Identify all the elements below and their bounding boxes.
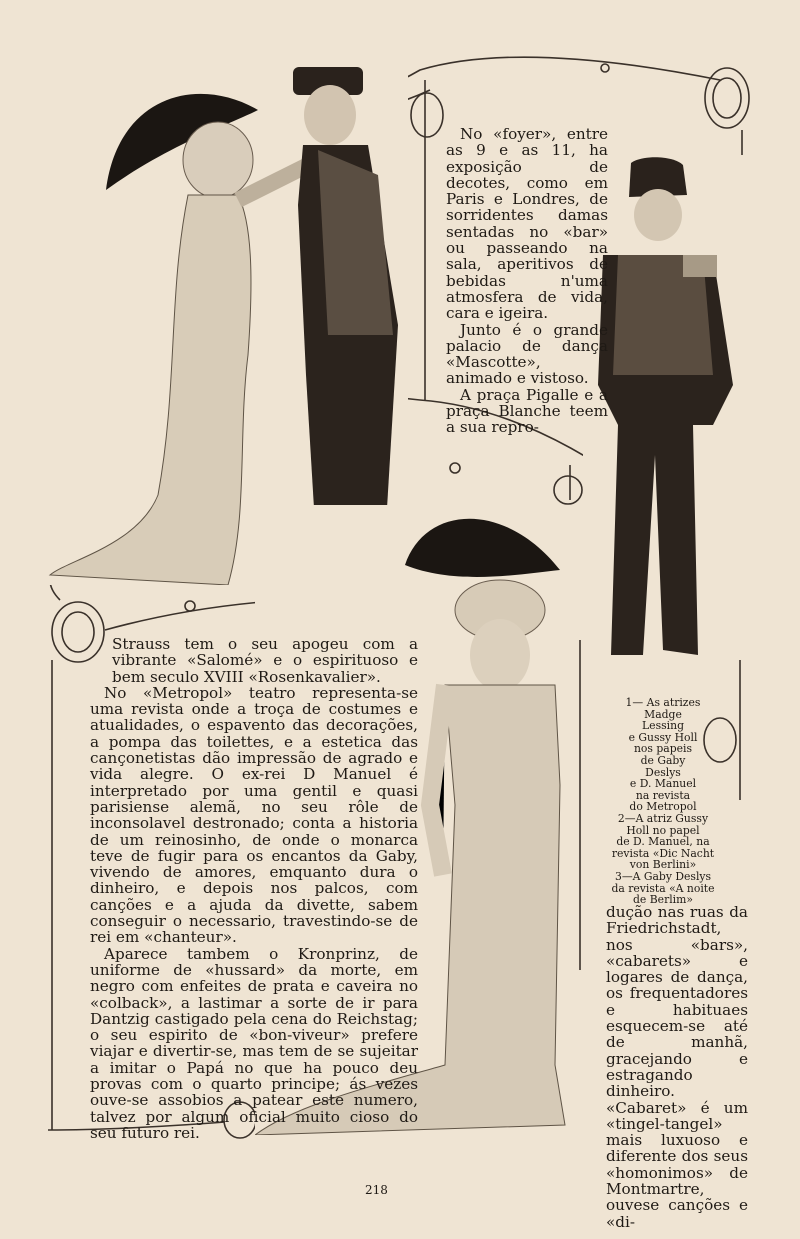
article-column-left <box>90 636 418 1141</box>
caption-line: 1— As atrizes <box>625 696 701 709</box>
caption-line: da revista «A noite <box>611 881 715 895</box>
caption-line: de Gaby <box>640 753 686 767</box>
paragraph: Aparece tambem o Kronprinz, de uniforme de «hussard» da morte, em negro com enfeites de prata e caveira no «colback», a lastimar a sorte de ir para Dantzig castigado pela cena do Reichstag; o seu espirito de «bon-viveur» prefere viajar e divertir-se, mas tem de se sujeitar a imitar o Papá no que ha pouco deu provas com o quarto principe; ás vezes ouve-se assobios a patear este numero, talvez por algum oficial muito cioso do seu futuro rei. <box>90 944 418 1142</box>
caption-line: Deslys <box>645 765 681 779</box>
caption-line: na revista <box>635 788 691 802</box>
caption-line: Lessing <box>642 719 684 733</box>
caption-line: revista «Dic Nacht <box>611 846 715 860</box>
paragraph: Junto é o grande palacio de dança «Mascotte», animado e vistoso. <box>446 320 608 388</box>
article-column-top-right <box>446 126 608 436</box>
caption-line: 3—A Gaby Deslys <box>614 869 712 883</box>
paragraph: No «foyer», entre as 9 e as 11, ha exposição de decotes, como em Paris e Londres, de sorridentes damas sentadas no «bar» ou passeando na sala, aperitivos de bebidas n'uma atmosfera de vida, cara e igeira. <box>446 125 608 323</box>
paragraph: No «Metropol» teatro representa-se uma revista onde a troça de costumes e atualidades, o espavento das decorações, a pompa das toilettes, e a estetica das cançonetistas dão impressão de agrado e vida alegre. O ex-rei D Manuel é interpretado por uma gentil e quasi parisiense alemã, no seu rôle de inconsolavel destronado; conta a historia de um reinosinho, de onde o monarca teve de fugir para os encantos da Gaby, vivendo de amores, emquanto dura o dinheiro, e depois nos palcos, com canções e a ajuda da divette, sabem conseguir o necessario, travestindo-se de rei em «chanteur». <box>90 683 418 947</box>
caption-line: 2—A atriz Gussy <box>617 811 709 825</box>
caption-line: de Berlim» <box>633 893 693 907</box>
caption-line: von Berlini» <box>629 858 697 872</box>
caption-line: e D. Manuel <box>629 777 697 791</box>
caption-line: de D. Manuel, na <box>616 835 710 849</box>
caption-line: nos papeis <box>633 742 693 756</box>
paragraph: dução nas ruas da Friedrichstadt, nos «bars», «cabarets» e logares de dança, os frequentadores e habituaes esquecem-se até de manhã, gracejando e estragando dinheiro. «Cabaret» é um «tingel-tangel» mais luxuoso e diferente dos seus «homonimos» de Montmartre, ouvese canções e «di- <box>606 903 748 1231</box>
page-number: 218 <box>365 1183 388 1197</box>
photo-caption <box>606 697 720 906</box>
paragraph: Strauss tem o seu apogeu com a vibrante «Salomé» e o espirituoso e bem seculo XVIII «Rosenkavalier». <box>112 635 418 686</box>
paragraph: A praça Pigalle e a praça Blanche teem a sua repro- <box>446 385 608 437</box>
caption-line: e Gussy Holl <box>628 730 698 744</box>
caption-line: do Metropol <box>629 800 697 814</box>
article-column-bottom-right <box>606 904 748 1230</box>
caption-line: Madge <box>644 707 682 721</box>
caption-line: Holl no papel <box>626 823 700 837</box>
